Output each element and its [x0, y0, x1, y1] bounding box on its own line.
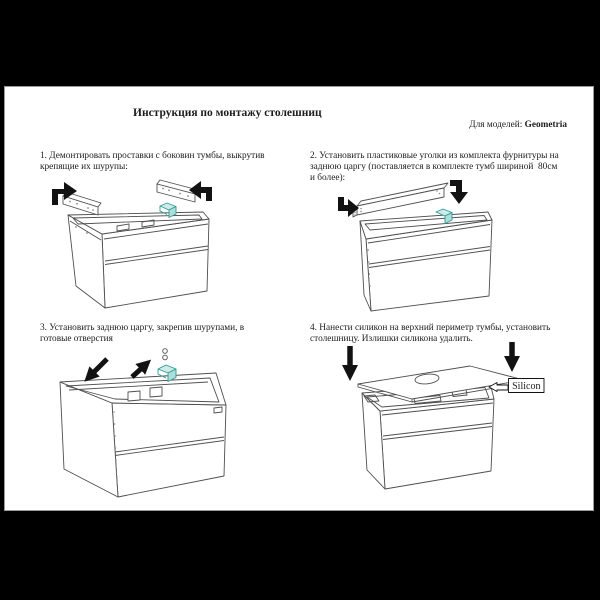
page-title: Инструкция по монтажу столешниц — [133, 107, 322, 119]
step-4-line: 4. Нанести силикон на верхний периметр тумбы, установить — [310, 323, 551, 333]
step-2-line: и более): — [310, 172, 346, 183]
cabinet-front-face — [102, 219, 209, 308]
step-2-line: 2. Установить пластиковые уголки из комплекта фурнитуры на — [310, 151, 559, 161]
diagram-step-2 — [338, 180, 492, 311]
step-2-line: заднюю царгу (поставляется в комплекте тумб шириной 80см — [310, 161, 558, 172]
step-1-line: крепящие их шурупы: — [40, 161, 128, 172]
drawer-tab — [150, 387, 162, 397]
dowel-hole — [163, 349, 168, 354]
cabinet-body — [360, 212, 492, 311]
models-value: Geometria — [524, 120, 567, 130]
dowel-hole — [163, 355, 168, 360]
step-4-line: столешницу. Излишки силикона удалить. — [310, 333, 473, 344]
drawer-tab — [128, 391, 140, 401]
silicon-label: Silicon — [512, 381, 541, 392]
bent-arrow-down-icon — [450, 180, 468, 204]
back-rail-board — [353, 183, 448, 217]
step-3-line: готовые отверстия — [40, 333, 113, 344]
diagram-step-4 — [350, 342, 544, 489]
arrow-up-right-icon — [132, 367, 143, 377]
diagram-step-3 — [60, 349, 226, 497]
cabinet-body — [68, 212, 209, 308]
arrow-down-left-icon — [92, 359, 107, 374]
diagram-step-1 — [52, 180, 212, 308]
models-label: Для моделей: — [469, 120, 525, 130]
step-1-line: 1. Демонтировать проставки с боковин тумбы, выкрутив — [40, 151, 265, 161]
instruction-page — [4, 86, 594, 511]
step-3-line: 3. Установить заднюю царгу, закрепив шурупами, в — [40, 323, 245, 333]
cabinet-body — [60, 349, 226, 497]
cabinet-front-face — [380, 399, 494, 489]
